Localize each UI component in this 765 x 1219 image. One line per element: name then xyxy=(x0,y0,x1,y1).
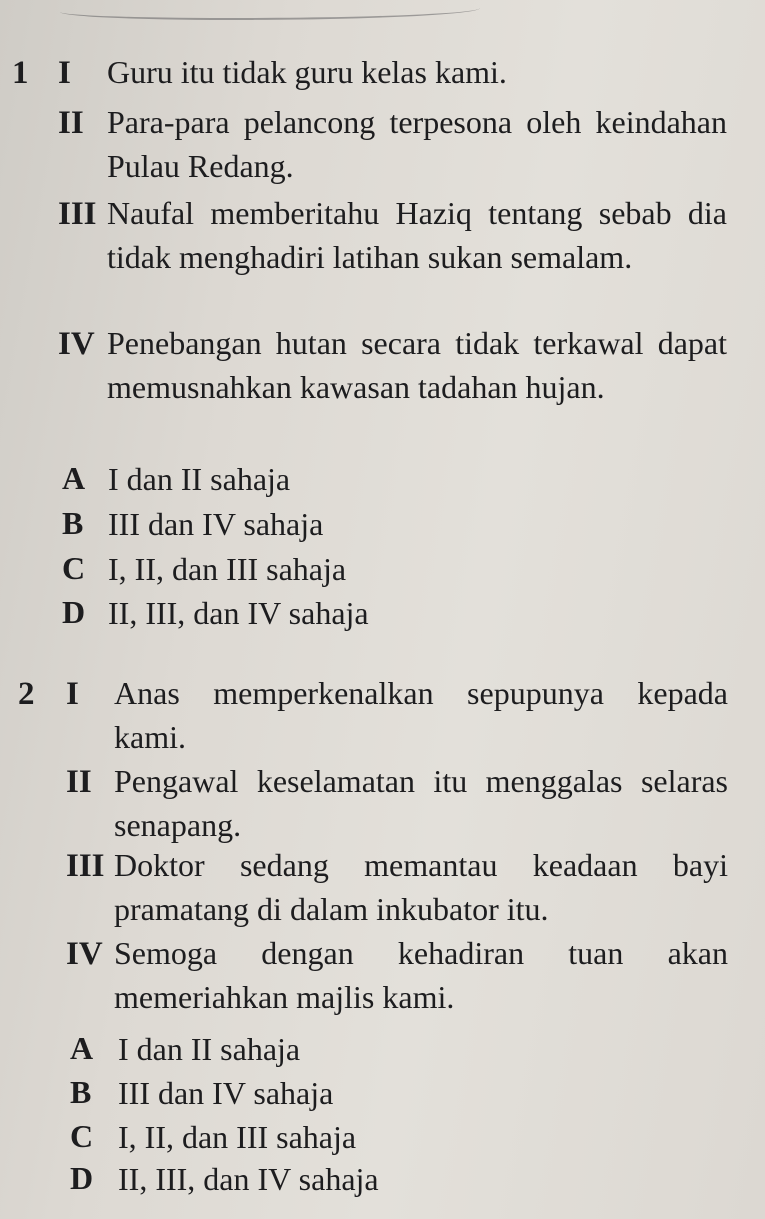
statement-text: Naufal memberitahu Haziq tentang sebab dia tidak menghadiri latihan sukan semalam. xyxy=(107,195,727,275)
handwriting-scribble xyxy=(60,0,480,20)
statement-roman: IV xyxy=(66,936,103,972)
option-letter: D xyxy=(70,1160,94,1196)
statement-roman: IV xyxy=(58,326,95,362)
statement-text: Semoga dengan kehadiran tuan akan memeriahkan majlis kami. xyxy=(114,935,728,1015)
statement-roman: II xyxy=(66,764,92,800)
question-number: 2 xyxy=(18,676,35,712)
option-letter: C xyxy=(62,550,86,586)
statement-roman: I xyxy=(58,55,71,91)
statement-roman: III xyxy=(58,196,97,232)
statement-text: Pengawal keselamatan itu menggalas selaras senapang. xyxy=(114,763,728,843)
option-letter: B xyxy=(70,1074,92,1110)
option-letter: A xyxy=(62,460,86,496)
statement-roman: I xyxy=(66,676,79,712)
option-text: III dan IV sahaja xyxy=(108,506,324,542)
option-text: II, III, dan IV sahaja xyxy=(108,595,369,631)
statement-text: Para-para pelancong terpesona oleh keindahan Pulau Redang. xyxy=(107,104,727,184)
option-letter: D xyxy=(62,594,86,630)
question-number: 1 xyxy=(12,55,29,91)
statement-text: Doktor sedang memantau keadaan bayi pramatang di dalam inkubator itu. xyxy=(114,847,728,927)
option-text: II, III, dan IV sahaja xyxy=(118,1161,379,1197)
option-letter: B xyxy=(62,505,84,541)
statement-roman: II xyxy=(58,105,84,141)
option-text: III dan IV sahaja xyxy=(118,1075,334,1111)
statement-text: Anas memperkenalkan sepupunya kepada kami. xyxy=(114,675,728,755)
option-letter: A xyxy=(70,1030,94,1066)
option-text: I dan II sahaja xyxy=(118,1031,301,1067)
statement-text: Guru itu tidak guru kelas kami. xyxy=(107,54,507,90)
option-text: I dan II sahaja xyxy=(108,461,291,497)
statement-roman: III xyxy=(66,848,105,884)
option-letter: C xyxy=(70,1118,94,1154)
option-text: I, II, dan III sahaja xyxy=(118,1119,357,1155)
statement-text: Penebangan hutan secara tidak terkawal dapat memusnahkan kawasan tadahan hujan. xyxy=(107,325,727,405)
option-text: I, II, dan III sahaja xyxy=(108,551,347,587)
